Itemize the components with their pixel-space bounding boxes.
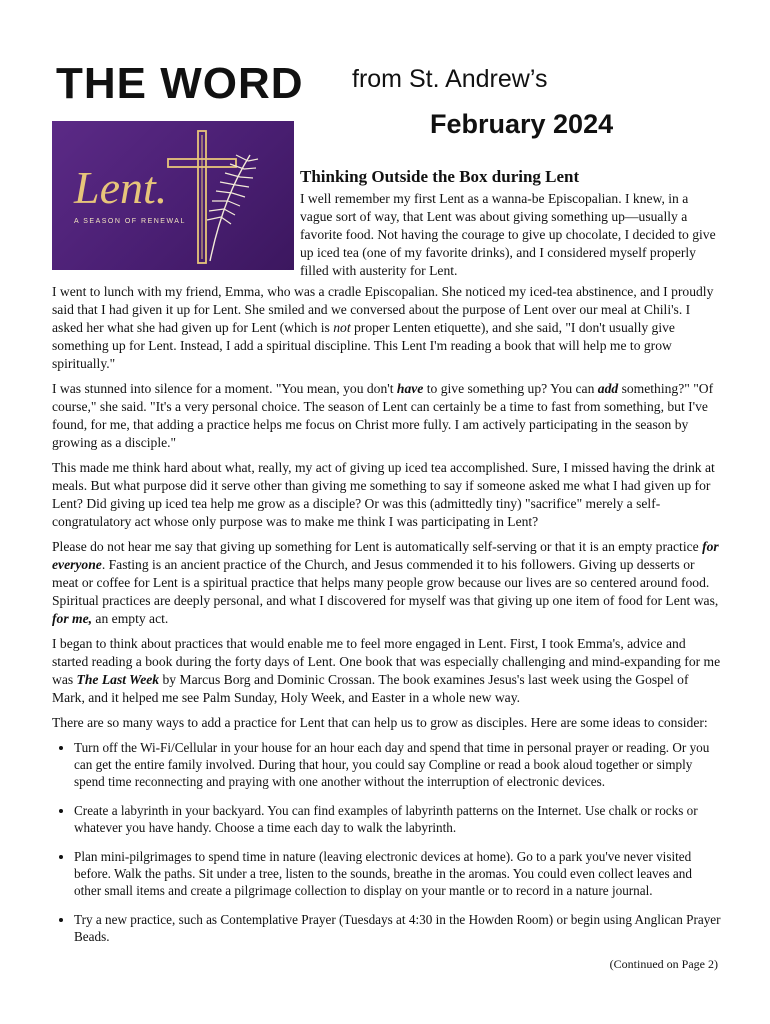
newsletter-title: THE WORD bbox=[56, 59, 304, 108]
paragraph-practices: I began to think about practices that would enable me to feel more engaged in Lent. First, I took Emma's, advice and started reading a book during the forty days of Lent. One book that was especially challenging and mind-expanding for me was The Last Week by Marcus Borg and Dominic Crossan. The book examines Jesus's last week using the Gospel of Mark, and it helped me see Palm Sunday, Holy Week, and Easter in a whole new way. bbox=[52, 636, 721, 705]
issue-date: February 2024 bbox=[430, 109, 614, 139]
paragraph-ideas-intro: There are so many ways to add a practice for Lent that can help us to grow as disciples. Here are some ideas to consider: bbox=[52, 715, 708, 730]
paragraph-fasting: Please do not hear me say that giving up something for Lent is automatically self-serving or that it is an empty practice for everyone. Fasting is an ancient practice of the Church, and Jesus commended it to his followers. Giving up desserts or meat or coffee for Lent is a spiritual practice that helps many people grow because our lives are so centered around food. Spiritual practices are deeply personal, and what I discovered for myself was that giving up one item of food for Lent was, for me, an empty act. bbox=[52, 539, 719, 626]
article-heading: Thinking Outside the Box during Lent bbox=[300, 167, 580, 186]
lent-tagline: A SEASON OF RENEWAL bbox=[74, 218, 186, 225]
intro-paragraph: I well remember my first Lent as a wanna-be Episcopalian. I knew, in a vague sort of way, that Lent was about giving something up—usually a favorite food. Not having the courage to give up chocolate, I decided to give up iced tea (one of my favorite drinks), and I considered myself properly filled with austerity for Lent. bbox=[300, 191, 716, 278]
lent-graphic bbox=[52, 121, 294, 270]
lent-word: Lent. bbox=[74, 162, 168, 213]
list-item: • Create a labyrinth in your backyard. You can find examples of labyrinth patterns on the Internet. Use chalk or rocks or whatever you have handy. Choose a time each day to walk the labyrinth. bbox=[74, 802, 722, 836]
list-item: • Plan mini-pilgrimages to spend time in nature (leaving electronic devices at home). Go to a park you've never visited before. Walk the paths. Sit under a tree, listen to the sounds, breathe in the aromas. You could even collect leaves and other small items and create a pilgrimage collection to display on your mantle or to record in a nature journal. bbox=[74, 848, 722, 899]
list-item: • Turn off the Wi-Fi/Cellular in your house for an hour each day and spend that time in personal prayer or reading. Or you can get the entire family involved. During that hour, you could say Compline or read a book aloud together or simply spend time reconnecting and praying with one another without the interruption of electronic devices. bbox=[74, 739, 722, 790]
ideas-list bbox=[52, 739, 722, 945]
paragraph-reflection: This made me think hard about what, really, my act of giving up iced tea accomplished. Sure, I missed having the drink at meals. But what purpose did it serve other than giving me something to say if someone asked me what I had given up for Lent? Did giving up iced tea help me grow as a disciple? Or was this (admittedly tiny) "sacrifice" merely a self-congratulatory act whose only purpose was to make me think I was participating in Lent? bbox=[52, 460, 715, 529]
article-body bbox=[52, 283, 722, 957]
continued-note: (Continued on Page 2) bbox=[609, 957, 718, 971]
paragraph-lunch: I went to lunch with my friend, Emma, who was a cradle Episcopalian. She noticed my iced-tea abstinence, and I proudly said that I had given it up for Lent. She smiled and we conversed about the purpose of Lent over our meal at Chili's. I asked her what she had given up for Lent (which is not proper Lenten etiquette), and she said, "I don't usually give something up for Lent. Instead, I add a spiritual discipline. This Lent I'm reading a book that will help me to grow spiritually." bbox=[52, 284, 714, 371]
newsletter-parish: from St. Andrew’s bbox=[352, 65, 548, 93]
paragraph-stunned: I was stunned into silence for a moment. "You mean, you don't have to give something up? You can add something?" "Of course," she said. "It's a very personal choice. The season of Lent can certainly be a time to fast from something, but I've found, for me, that adding a practice helps me focus on Christ more fully. I am actively participating in the season by growing as a disciple." bbox=[52, 381, 714, 450]
list-item: • Try a new practice, such as Contemplative Prayer (Tuesdays at 4:30 in the Howden Room) or begin using Anglican Prayer Beads. bbox=[74, 911, 722, 945]
